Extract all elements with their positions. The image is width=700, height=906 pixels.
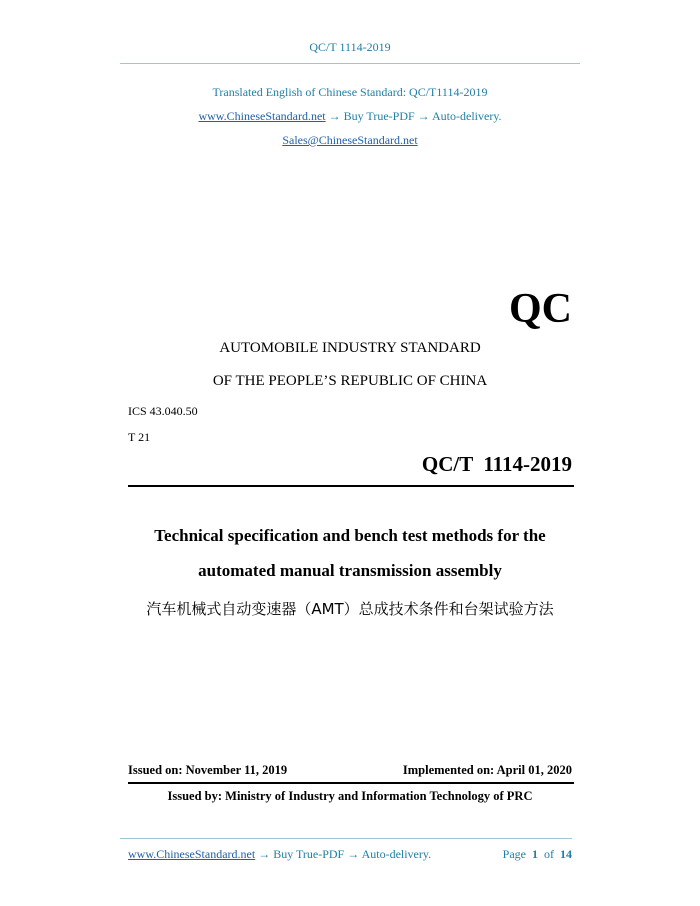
org-line-2: OF THE PEOPLE’S REPUBLIC OF CHINA [212,373,488,389]
implemented-on-date: Implemented on: April 01, 2020 [402,763,572,777]
t-code: T 21 [128,430,151,444]
title-chinese: 汽车机械式自动变速器（AMT）总成技术条件和台架试验方法 [146,600,554,618]
promo-email-link[interactable]: Sales@ChineseStandard.net [282,133,418,147]
promo-line: Translated English of Chinese Standard: QC/T1114-2019 [212,85,488,99]
footer-divider [120,838,572,839]
issued-on-date: Issued on: November 11, 2019 [128,763,288,777]
header-divider [120,63,580,64]
page-number: 1 [532,847,538,861]
ics-code: ICS 43.040.50 [128,404,198,418]
title-line-2: automated manual transmission assembly [198,561,502,580]
promo-email-line [0,133,700,148]
footer-buy-line [128,847,431,862]
of-label: of [544,847,554,861]
qc-logo: QC [509,286,572,332]
standard-number: QC/T 1114-2019 [421,452,572,476]
page-total: 14 [560,847,572,861]
issued-by: Issued by: Ministry of Industry and Information Technology of PRC [167,789,533,803]
promo-site-link[interactable]: www.ChineseStandard.net [198,109,326,123]
title-line-1: Technical specification and bench test methods for the [154,526,546,545]
footer-site-link[interactable]: www.ChineseStandard.net [128,847,256,861]
footer-site-tail: → Buy True-PDF → Auto-delivery. [255,847,432,861]
title-divider [128,485,574,487]
dates-divider [128,782,574,784]
page-label: Page [502,847,526,861]
org-line-1: AUTOMOBILE INDUSTRY STANDARD [219,340,481,356]
promo-site-tail: → Buy True-PDF → Auto-delivery. [325,109,502,123]
promo-buy-line [0,109,700,124]
header-title: QC/T 1114-2019 [309,40,391,54]
page-indicator [503,847,572,862]
